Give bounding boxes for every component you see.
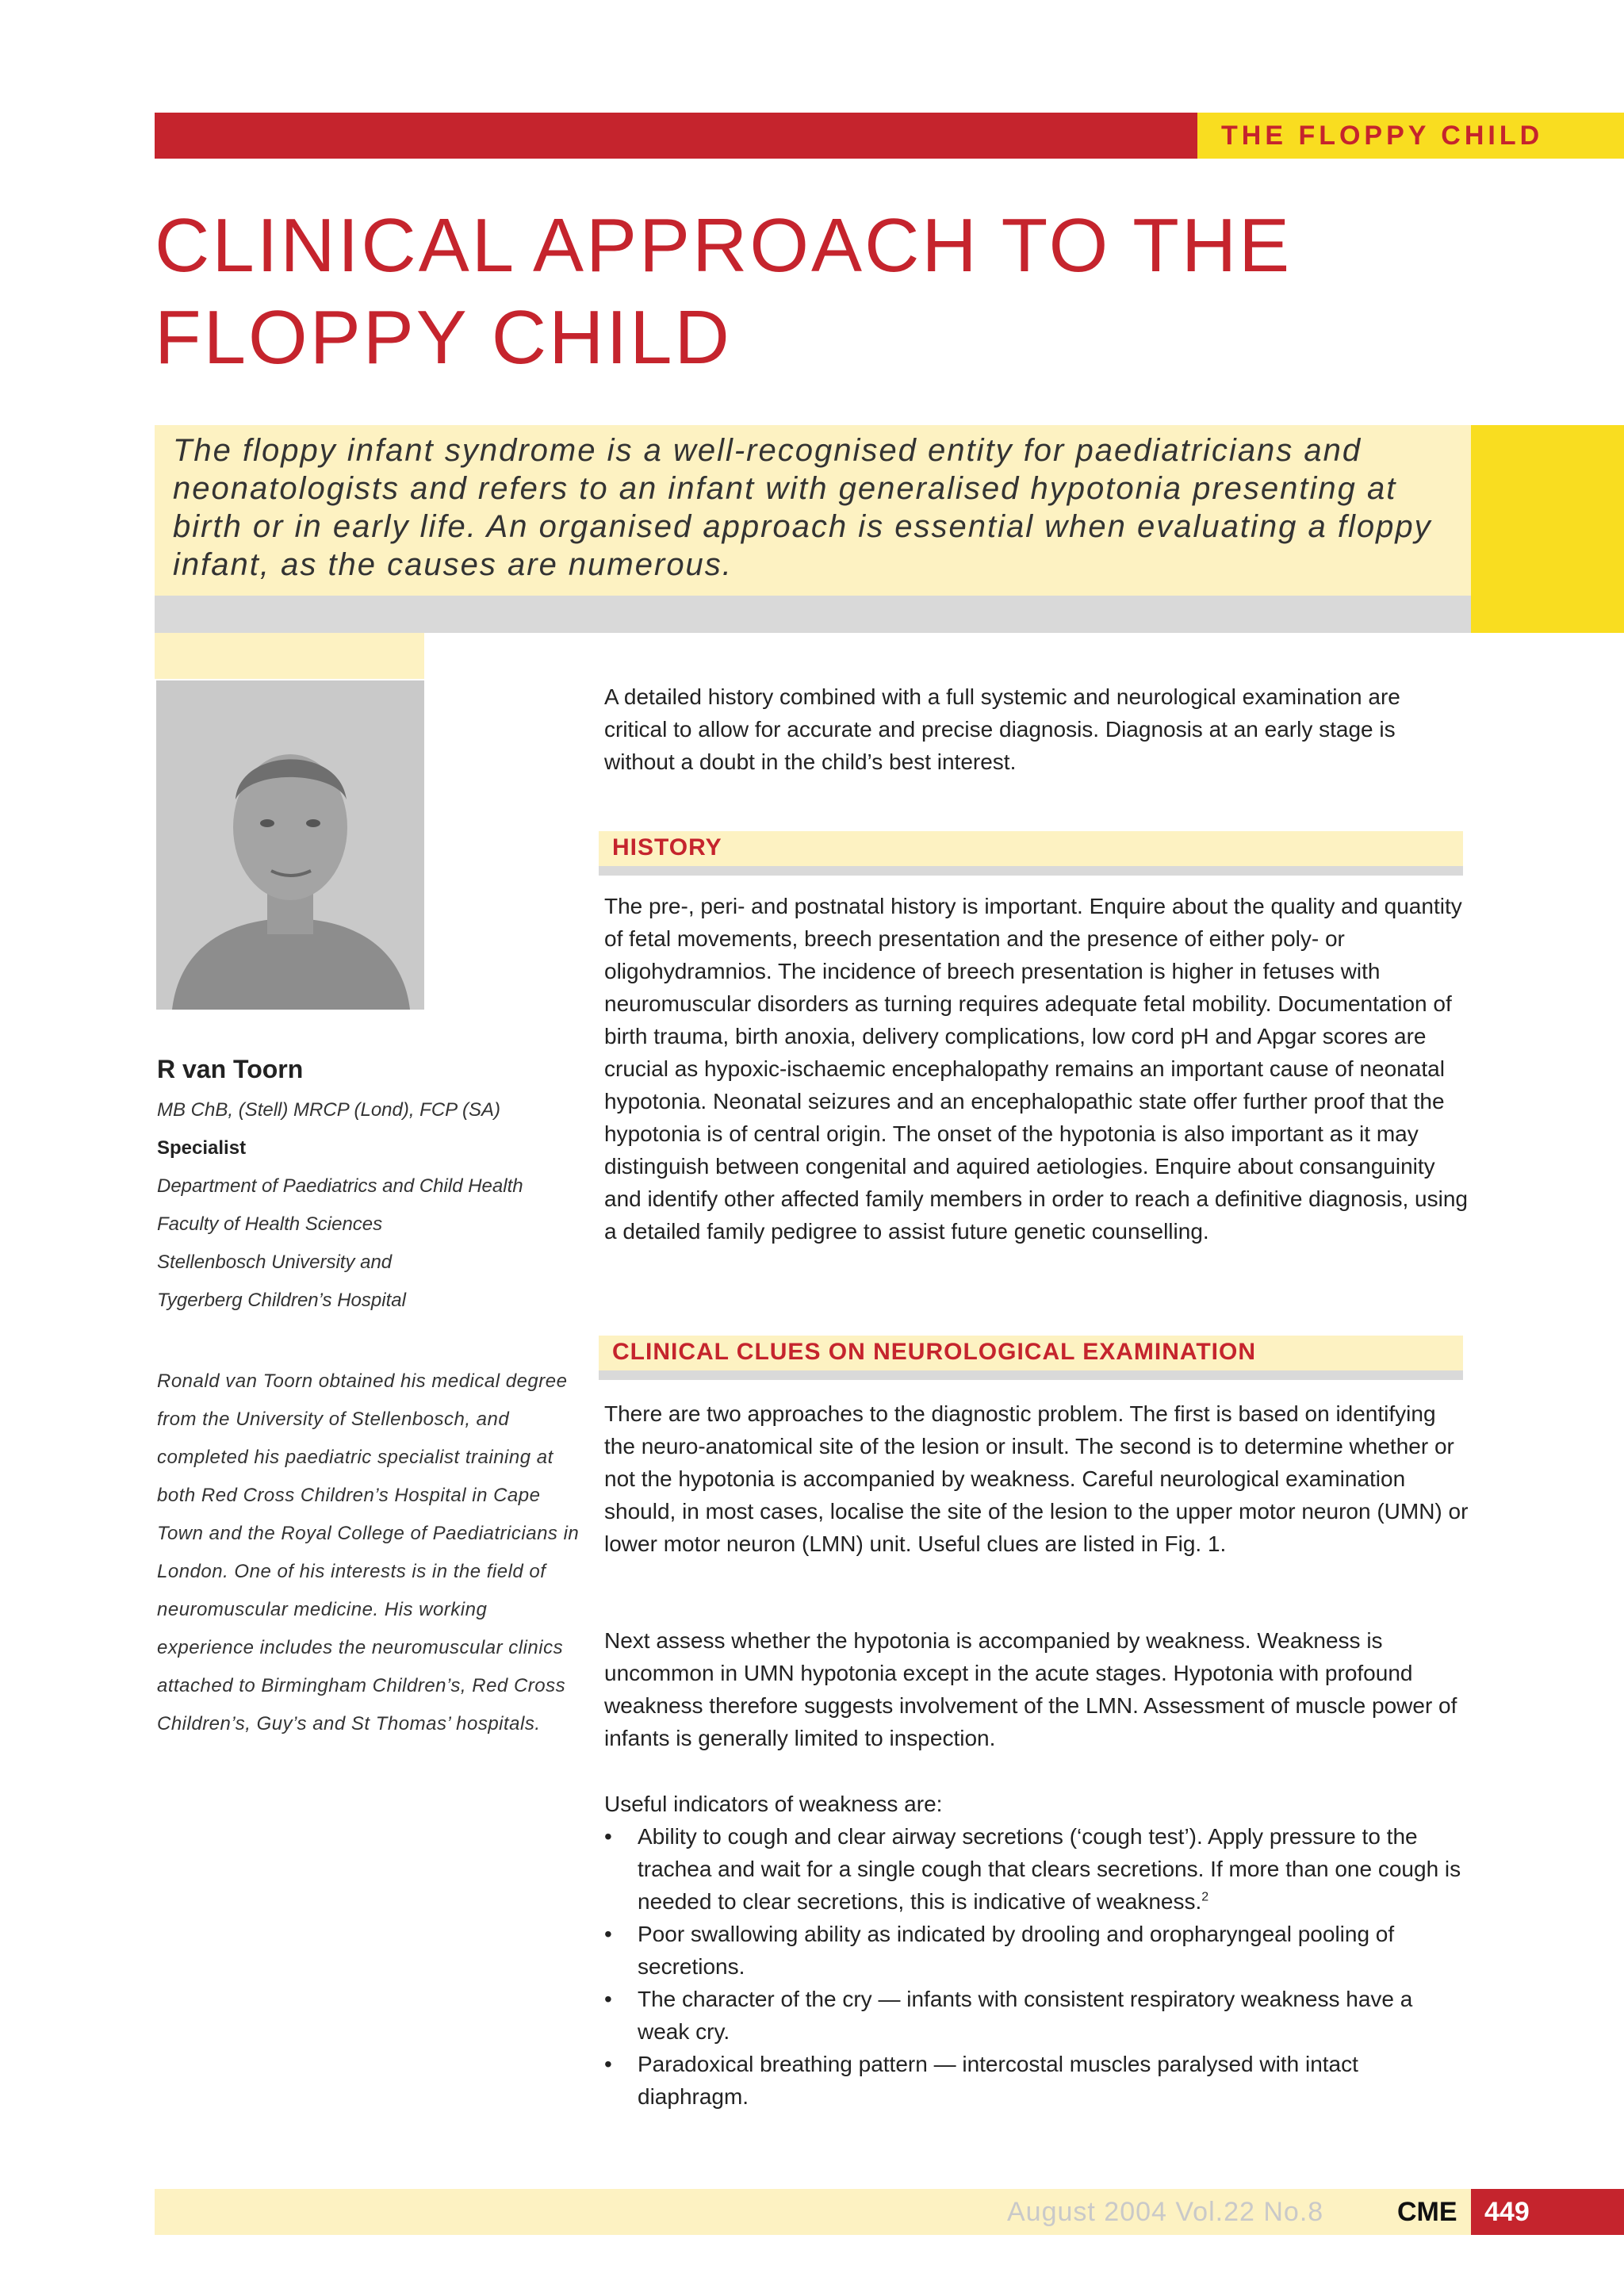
bullet-icon: •: [604, 1824, 612, 1849]
list-item-text: Poor swallowing ability as indicated by drooling and oropharyngeal pooling of secretions.: [638, 1922, 1395, 1979]
footer-journal: CME: [1397, 2197, 1457, 2227]
photo-band: [155, 633, 424, 679]
section-tag: THE FLOPPY CHILD: [1221, 121, 1544, 151]
author-hospital: Tygerberg Children’s Hospital: [157, 1290, 406, 1311]
list-item: [604, 1820, 1469, 1918]
author-portrait-image: [156, 680, 424, 1010]
author-photo: [156, 680, 424, 1010]
abstract-divider: [155, 596, 1471, 633]
list-item-text: Paradoxical breathing pattern — intercostal muscles paralysed with intact diaphragm.: [638, 2052, 1358, 2109]
history-heading-rule: [599, 866, 1463, 876]
clinical-heading-rule: [599, 1370, 1463, 1380]
author-name: R van Toorn: [157, 1055, 304, 1083]
page-number: 449: [1484, 2197, 1530, 2227]
abstract-accent: [1471, 425, 1624, 633]
reference-superscript: 2: [1201, 1890, 1209, 1904]
author-position: Specialist: [157, 1137, 247, 1159]
author-department: Department of Paediatrics and Child Health: [157, 1175, 523, 1197]
author-bio: Ronald van Toorn obtained his medical degree from the University of Stellenbosch, and completed his paediatric specialist training at both Red Cross Children’s Hospital in Cape Town and the Royal College of Paediatricians in London. One of his interests is in the field of neuromuscular medicine. His working experience includes the neuromuscular clinics attached to Birmingham Children’s, Red Cross Children’s, Guy’s and St Thomas’ hospitals.: [157, 1370, 580, 1734]
abstract-text: The floppy infant syndrome is a well-recognised entity for paediatricians and neonatologists and refers to an infant with generalised hypotonia presenting at birth or in early life. An organised approach is essential when evaluating a floppy infant, as the causes are numerous.: [173, 433, 1432, 582]
clinical-paragraph-2: Next assess whether the hypotonia is accompanied by weakness. Weakness is uncommon in UMN hypotonia except in the acute stages. Hypotonia with profound weakness therefore suggests involvement of the LMN. Assessment of muscle power of infants is generally limited to inspection.: [604, 1628, 1457, 1750]
weakness-indicator-list: [604, 1820, 1469, 2113]
history-paragraph: The pre-, peri- and postnatal history is important. Enquire about the quality and quantity of fetal movements, breech presentation and the presence of either poly- or oligohydramnios. The incidence of breech presentation is higher in fetuses with neuromuscular disorders as turning requires adequate fetal mobility. Documentation of birth trauma, birth anoxia, delivery complications, low cord pH and Apgar scores are crucial as hypoxic-ischaemic encephalopathy remains an important cause of neonatal hypotonia. Neonatal seizures and an encephalopathic state offer further proof that the hypotonia is of central origin. The onset of the hypotonia is also important as it may distinguish between congenital and aquired aetiologies. Enquire about consanguinity and identify other affected family members in order to reach a definitive diagnosis, using a detailed family pedigree to assist future genetic counselling.: [604, 894, 1468, 1244]
header-band-red: [155, 113, 1197, 159]
author-qualifications: MB ChB, (Stell) MRCP (Lond), FCP (SA): [157, 1099, 500, 1121]
list-item: [604, 1918, 1469, 1983]
footer-issue: August 2004 Vol.22 No.8: [1007, 2197, 1324, 2227]
list-item-text: Ability to cough and clear airway secretions (‘cough test’). Apply pressure to the trachea and wait for a single cough that clears secretions. If more than one cough is needed to clear secretions, this is indicative of weakness.: [638, 1824, 1461, 1914]
history-heading: HISTORY: [612, 834, 722, 861]
bullet-icon: •: [604, 1922, 612, 1946]
list-item: [604, 1983, 1469, 2048]
list-item: [604, 2048, 1469, 2113]
intro-paragraph: A detailed history combined with a full systemic and neurological examination are critical to allow for accurate and precise diagnosis. Diagnosis at an early stage is without a doubt in the child’s best interest.: [604, 684, 1400, 774]
bullet-icon: •: [604, 2052, 612, 2076]
author-university: Stellenbosch University and: [157, 1251, 393, 1273]
clinical-paragraph-1: There are two approaches to the diagnostic problem. The first is based on identifying the neuro-anatomical site of the lesion or insult. The second is to determine whether or not the hypotonia is accompanied by weakness. Careful neurological examination should, in most cases, localise the site of the lesion to the upper motor neuron (UMN) or lower motor neuron (LMN) unit. Useful clues are listed in Fig. 1.: [604, 1401, 1469, 1556]
history-heading-band: [599, 831, 1463, 866]
bullet-icon: •: [604, 1987, 612, 2011]
author-faculty: Faculty of Health Sciences: [157, 1213, 383, 1235]
indicators-intro: Useful indicators of weakness are:: [604, 1792, 943, 1816]
article-title: CLINICAL APPROACH TO THE FLOPPY CHILD: [155, 203, 1293, 380]
clinical-heading: CLINICAL CLUES ON NEUROLOGICAL EXAMINATION: [612, 1339, 1257, 1365]
list-item-text: The character of the cry — infants with consistent respiratory weakness have a weak cry.: [638, 1987, 1413, 2044]
